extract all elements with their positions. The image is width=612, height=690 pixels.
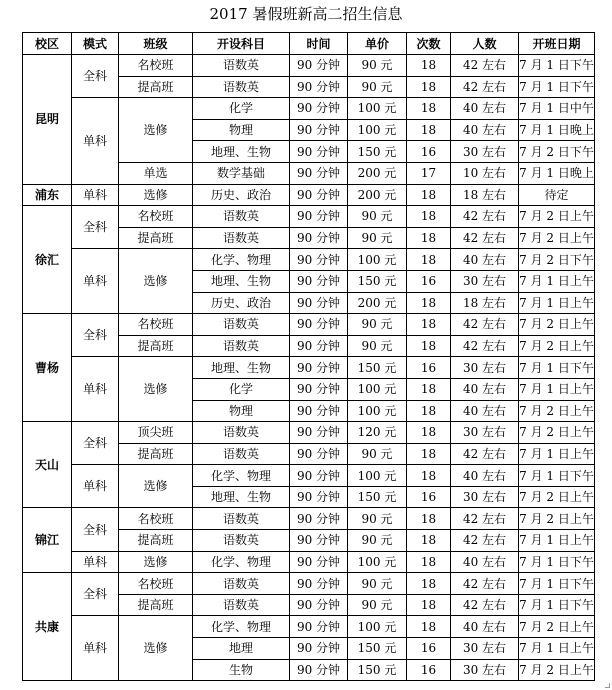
price-cell: 100 元 [348,98,407,120]
count-cell: 16 [407,638,451,660]
table-row [23,184,595,206]
subject-cell: 历史、政治 [193,292,290,314]
class-cell: 顶尖班 [119,422,193,444]
campus-cell: 锦江 [23,508,72,573]
people-cell: 42 左右 [451,573,519,595]
price-cell: 90 元 [348,335,407,357]
count-cell: 18 [407,530,451,552]
class-cell: 提高班 [119,443,193,465]
time-cell: 90 分钟 [290,465,348,487]
time-cell: 90 分钟 [290,573,348,595]
class-cell: 提高班 [119,335,193,357]
class-cell: 提高班 [119,530,193,552]
time-cell: 90 分钟 [290,616,348,638]
time-cell: 90 分钟 [290,659,348,681]
count-cell: 18 [407,119,451,141]
price-cell: 90 元 [348,55,407,77]
people-cell: 10 左右 [451,162,519,184]
table-row [23,55,595,77]
date-cell: 7 月 1 日下午 [519,573,595,595]
people-cell: 30 左右 [451,486,519,508]
table-row [23,551,595,573]
col-header-price: 单价 [348,33,407,55]
subject-cell: 地理、生物 [193,270,290,292]
mode-cell: 单科 [72,616,119,681]
class-cell: 名校班 [119,508,193,530]
price-cell: 90 元 [348,530,407,552]
count-cell: 18 [407,422,451,444]
subject-cell: 语数英 [193,508,290,530]
schedule-table [22,32,595,681]
class-cell: 选修 [119,465,193,508]
time-cell: 90 分钟 [290,508,348,530]
time-cell: 90 分钟 [290,357,348,379]
count-cell: 18 [407,55,451,77]
table-row [23,508,595,530]
price-cell: 150 元 [348,357,407,379]
count-cell: 18 [407,573,451,595]
campus-cell: 徐汇 [23,206,72,314]
count-cell: 18 [407,314,451,336]
people-cell: 30 左右 [451,357,519,379]
people-cell: 42 左右 [451,443,519,465]
table-row [23,422,595,444]
people-cell: 42 左右 [451,227,519,249]
subject-cell: 语数英 [193,227,290,249]
subject-cell: 语数英 [193,443,290,465]
count-cell: 16 [407,486,451,508]
date-cell: 7 月 1 日上午 [519,530,595,552]
class-cell: 名校班 [119,314,193,336]
subject-cell: 语数英 [193,76,290,98]
date-cell: 7 月 1 日下午 [519,76,595,98]
count-cell: 18 [407,249,451,271]
subject-cell: 地理 [193,638,290,660]
time-cell: 90 分钟 [290,314,348,336]
date-cell: 7 月 1 日中午 [519,98,595,120]
time-cell: 90 分钟 [290,486,348,508]
time-cell: 90 分钟 [290,551,348,573]
campus-cell: 曹杨 [23,314,72,422]
table-row [23,249,595,271]
mode-cell: 单科 [72,551,119,573]
class-cell: 选修 [119,249,193,314]
people-cell: 40 左右 [451,98,519,120]
price-cell: 100 元 [348,616,407,638]
price-cell: 100 元 [348,465,407,487]
people-cell: 42 左右 [451,594,519,616]
count-cell: 18 [407,98,451,120]
class-cell: 选修 [119,98,193,163]
count-cell: 18 [407,206,451,228]
price-cell: 100 元 [348,378,407,400]
subject-cell: 地理、生物 [193,357,290,379]
subject-cell: 化学、物理 [193,465,290,487]
time-cell: 90 分钟 [290,530,348,552]
count-cell: 18 [407,76,451,98]
price-cell: 150 元 [348,486,407,508]
date-cell: 7 月 1 日晚上 [519,119,595,141]
time-cell: 90 分钟 [290,378,348,400]
time-cell: 90 分钟 [290,594,348,616]
date-cell: 7 月 2 日上午 [519,314,595,336]
subject-cell: 化学 [193,378,290,400]
page-corner-mark [605,683,610,688]
subject-cell: 物理 [193,400,290,422]
price-cell: 100 元 [348,551,407,573]
price-cell: 100 元 [348,119,407,141]
page-title: 2017 暑假班新高二招生信息 [209,5,403,23]
count-cell: 18 [407,443,451,465]
subject-cell: 数学基础 [193,162,290,184]
date-cell: 7 月 2 日上午 [519,508,595,530]
mode-cell: 全科 [72,206,119,249]
count-cell: 18 [407,508,451,530]
people-cell: 42 左右 [451,335,519,357]
date-cell: 7 月 2 日上午 [519,400,595,422]
mode-cell: 单科 [72,357,119,422]
table-row [23,314,595,336]
price-cell: 200 元 [348,162,407,184]
count-cell: 18 [407,378,451,400]
table-row [23,98,595,120]
date-cell: 7 月 2 日上午 [519,659,595,681]
col-header-campus: 校区 [23,33,72,55]
time-cell: 90 分钟 [290,400,348,422]
header-row [23,33,595,55]
count-cell: 18 [407,400,451,422]
date-cell: 7 月 2 日上午 [519,335,595,357]
subject-cell: 语数英 [193,573,290,595]
count-cell: 16 [407,270,451,292]
class-cell: 提高班 [119,76,193,98]
table-row [23,357,595,379]
price-cell: 200 元 [348,184,407,206]
table-row [23,465,595,487]
subject-cell: 语数英 [193,55,290,77]
time-cell: 90 分钟 [290,227,348,249]
price-cell: 150 元 [348,270,407,292]
mode-cell: 单科 [72,465,119,508]
count-cell: 18 [407,551,451,573]
people-cell: 42 左右 [451,206,519,228]
date-cell: 7 月 1 日上午 [519,443,595,465]
people-cell: 40 左右 [451,378,519,400]
price-cell: 90 元 [348,314,407,336]
price-cell: 150 元 [348,141,407,163]
time-cell: 90 分钟 [290,184,348,206]
time-cell: 90 分钟 [290,249,348,271]
people-cell: 40 左右 [451,119,519,141]
mode-cell: 全科 [72,573,119,616]
subject-cell: 物理 [193,119,290,141]
price-cell: 90 元 [348,594,407,616]
class-cell: 提高班 [119,594,193,616]
col-header-people: 人数 [451,33,519,55]
time-cell: 90 分钟 [290,162,348,184]
col-header-subject: 开设科目 [193,33,290,55]
subject-cell: 历史、政治 [193,184,290,206]
subject-cell: 语数英 [193,422,290,444]
time-cell: 90 分钟 [290,422,348,444]
price-cell: 90 元 [348,227,407,249]
count-cell: 17 [407,162,451,184]
subject-cell: 语数英 [193,335,290,357]
people-cell: 42 左右 [451,55,519,77]
time-cell: 90 分钟 [290,270,348,292]
date-cell: 7 月 2 日上午 [519,486,595,508]
date-cell: 7 月 1 日上午 [519,638,595,660]
mode-cell: 单科 [72,249,119,314]
date-cell: 7 月 1 日上午 [519,378,595,400]
people-cell: 18 左右 [451,184,519,206]
time-cell: 90 分钟 [290,141,348,163]
time-cell: 90 分钟 [290,206,348,228]
time-cell: 90 分钟 [290,76,348,98]
col-header-start-date: 开班日期 [519,33,595,55]
class-cell: 单选 [119,162,193,184]
price-cell: 90 元 [348,573,407,595]
date-cell: 7 月 2 日下午 [519,141,595,163]
price-cell: 100 元 [348,249,407,271]
mode-cell: 单科 [72,98,119,184]
mode-cell: 全科 [72,314,119,357]
campus-cell: 共康 [23,573,72,681]
price-cell: 100 元 [348,400,407,422]
people-cell: 40 左右 [451,551,519,573]
count-cell: 18 [407,292,451,314]
subject-cell: 地理、生物 [193,141,290,163]
class-cell: 选修 [119,184,193,206]
people-cell: 30 左右 [451,270,519,292]
col-header-time: 时间 [290,33,348,55]
date-cell: 7 月 2 日上午 [519,206,595,228]
date-cell: 待定 [519,184,595,206]
date-cell: 7 月 1 日下午 [519,594,595,616]
date-cell: 7 月 2 日上午 [519,616,595,638]
subject-cell: 语数英 [193,594,290,616]
count-cell: 18 [407,184,451,206]
date-cell: 7 月 2 日上午 [519,227,595,249]
campus-cell: 浦东 [23,184,72,206]
count-cell: 18 [407,335,451,357]
price-cell: 90 元 [348,206,407,228]
count-cell: 18 [407,594,451,616]
date-cell: 7 月 1 日下午 [519,465,595,487]
date-cell: 7 月 1 日下午 [519,55,595,77]
table-row [23,573,595,595]
class-cell: 名校班 [119,206,193,228]
price-cell: 150 元 [348,638,407,660]
time-cell: 90 分钟 [290,119,348,141]
campus-cell: 昆明 [23,55,72,185]
subject-cell: 生物 [193,659,290,681]
people-cell: 30 左右 [451,141,519,163]
time-cell: 90 分钟 [290,638,348,660]
subject-cell: 语数英 [193,314,290,336]
people-cell: 18 左右 [451,292,519,314]
date-cell: 7 月 2 日上午 [519,422,595,444]
people-cell: 40 左右 [451,249,519,271]
price-cell: 120 元 [348,422,407,444]
people-cell: 40 左右 [451,400,519,422]
subject-cell: 语数英 [193,206,290,228]
time-cell: 90 分钟 [290,443,348,465]
people-cell: 40 左右 [451,616,519,638]
subject-cell: 化学 [193,98,290,120]
people-cell: 40 左右 [451,465,519,487]
count-cell: 18 [407,616,451,638]
subject-cell: 语数英 [193,530,290,552]
date-cell: 7 月 1 日下午 [519,551,595,573]
subject-cell: 化学、物理 [193,249,290,271]
people-cell: 42 左右 [451,530,519,552]
class-cell: 选修 [119,357,193,422]
date-cell: 7 月 1 日上午 [519,270,595,292]
date-cell: 7 月 1 日下午 [519,357,595,379]
people-cell: 30 左右 [451,422,519,444]
price-cell: 90 元 [348,76,407,98]
people-cell: 30 左右 [451,638,519,660]
price-cell: 90 元 [348,443,407,465]
col-header-mode: 模式 [72,33,119,55]
time-cell: 90 分钟 [290,335,348,357]
mode-cell: 全科 [72,55,119,98]
time-cell: 90 分钟 [290,98,348,120]
count-cell: 18 [407,465,451,487]
count-cell: 16 [407,141,451,163]
class-cell: 选修 [119,616,193,681]
people-cell: 42 左右 [451,508,519,530]
class-cell: 提高班 [119,227,193,249]
count-cell: 16 [407,659,451,681]
price-cell: 150 元 [348,659,407,681]
col-header-class: 班级 [119,33,193,55]
mode-cell: 单科 [72,184,119,206]
price-cell: 200 元 [348,292,407,314]
subject-cell: 化学、物理 [193,551,290,573]
subject-cell: 地理、生物 [193,486,290,508]
count-cell: 18 [407,227,451,249]
subject-cell: 化学、物理 [193,616,290,638]
col-header-count: 次数 [407,33,451,55]
date-cell: 7 月 1 日晚上 [519,162,595,184]
people-cell: 42 左右 [451,76,519,98]
campus-cell: 天山 [23,422,72,508]
class-cell: 选修 [119,551,193,573]
time-cell: 90 分钟 [290,292,348,314]
price-cell: 90 元 [348,508,407,530]
class-cell: 名校班 [119,573,193,595]
time-cell: 90 分钟 [290,55,348,77]
count-cell: 16 [407,357,451,379]
people-cell: 42 左右 [451,314,519,336]
date-cell: 7 月 2 日下午 [519,249,595,271]
mode-cell: 全科 [72,422,119,465]
class-cell: 名校班 [119,55,193,77]
mode-cell: 全科 [72,508,119,551]
table-row [23,616,595,638]
date-cell: 7 月 1 日上午 [519,292,595,314]
people-cell: 30 左右 [451,659,519,681]
table-row [23,206,595,228]
